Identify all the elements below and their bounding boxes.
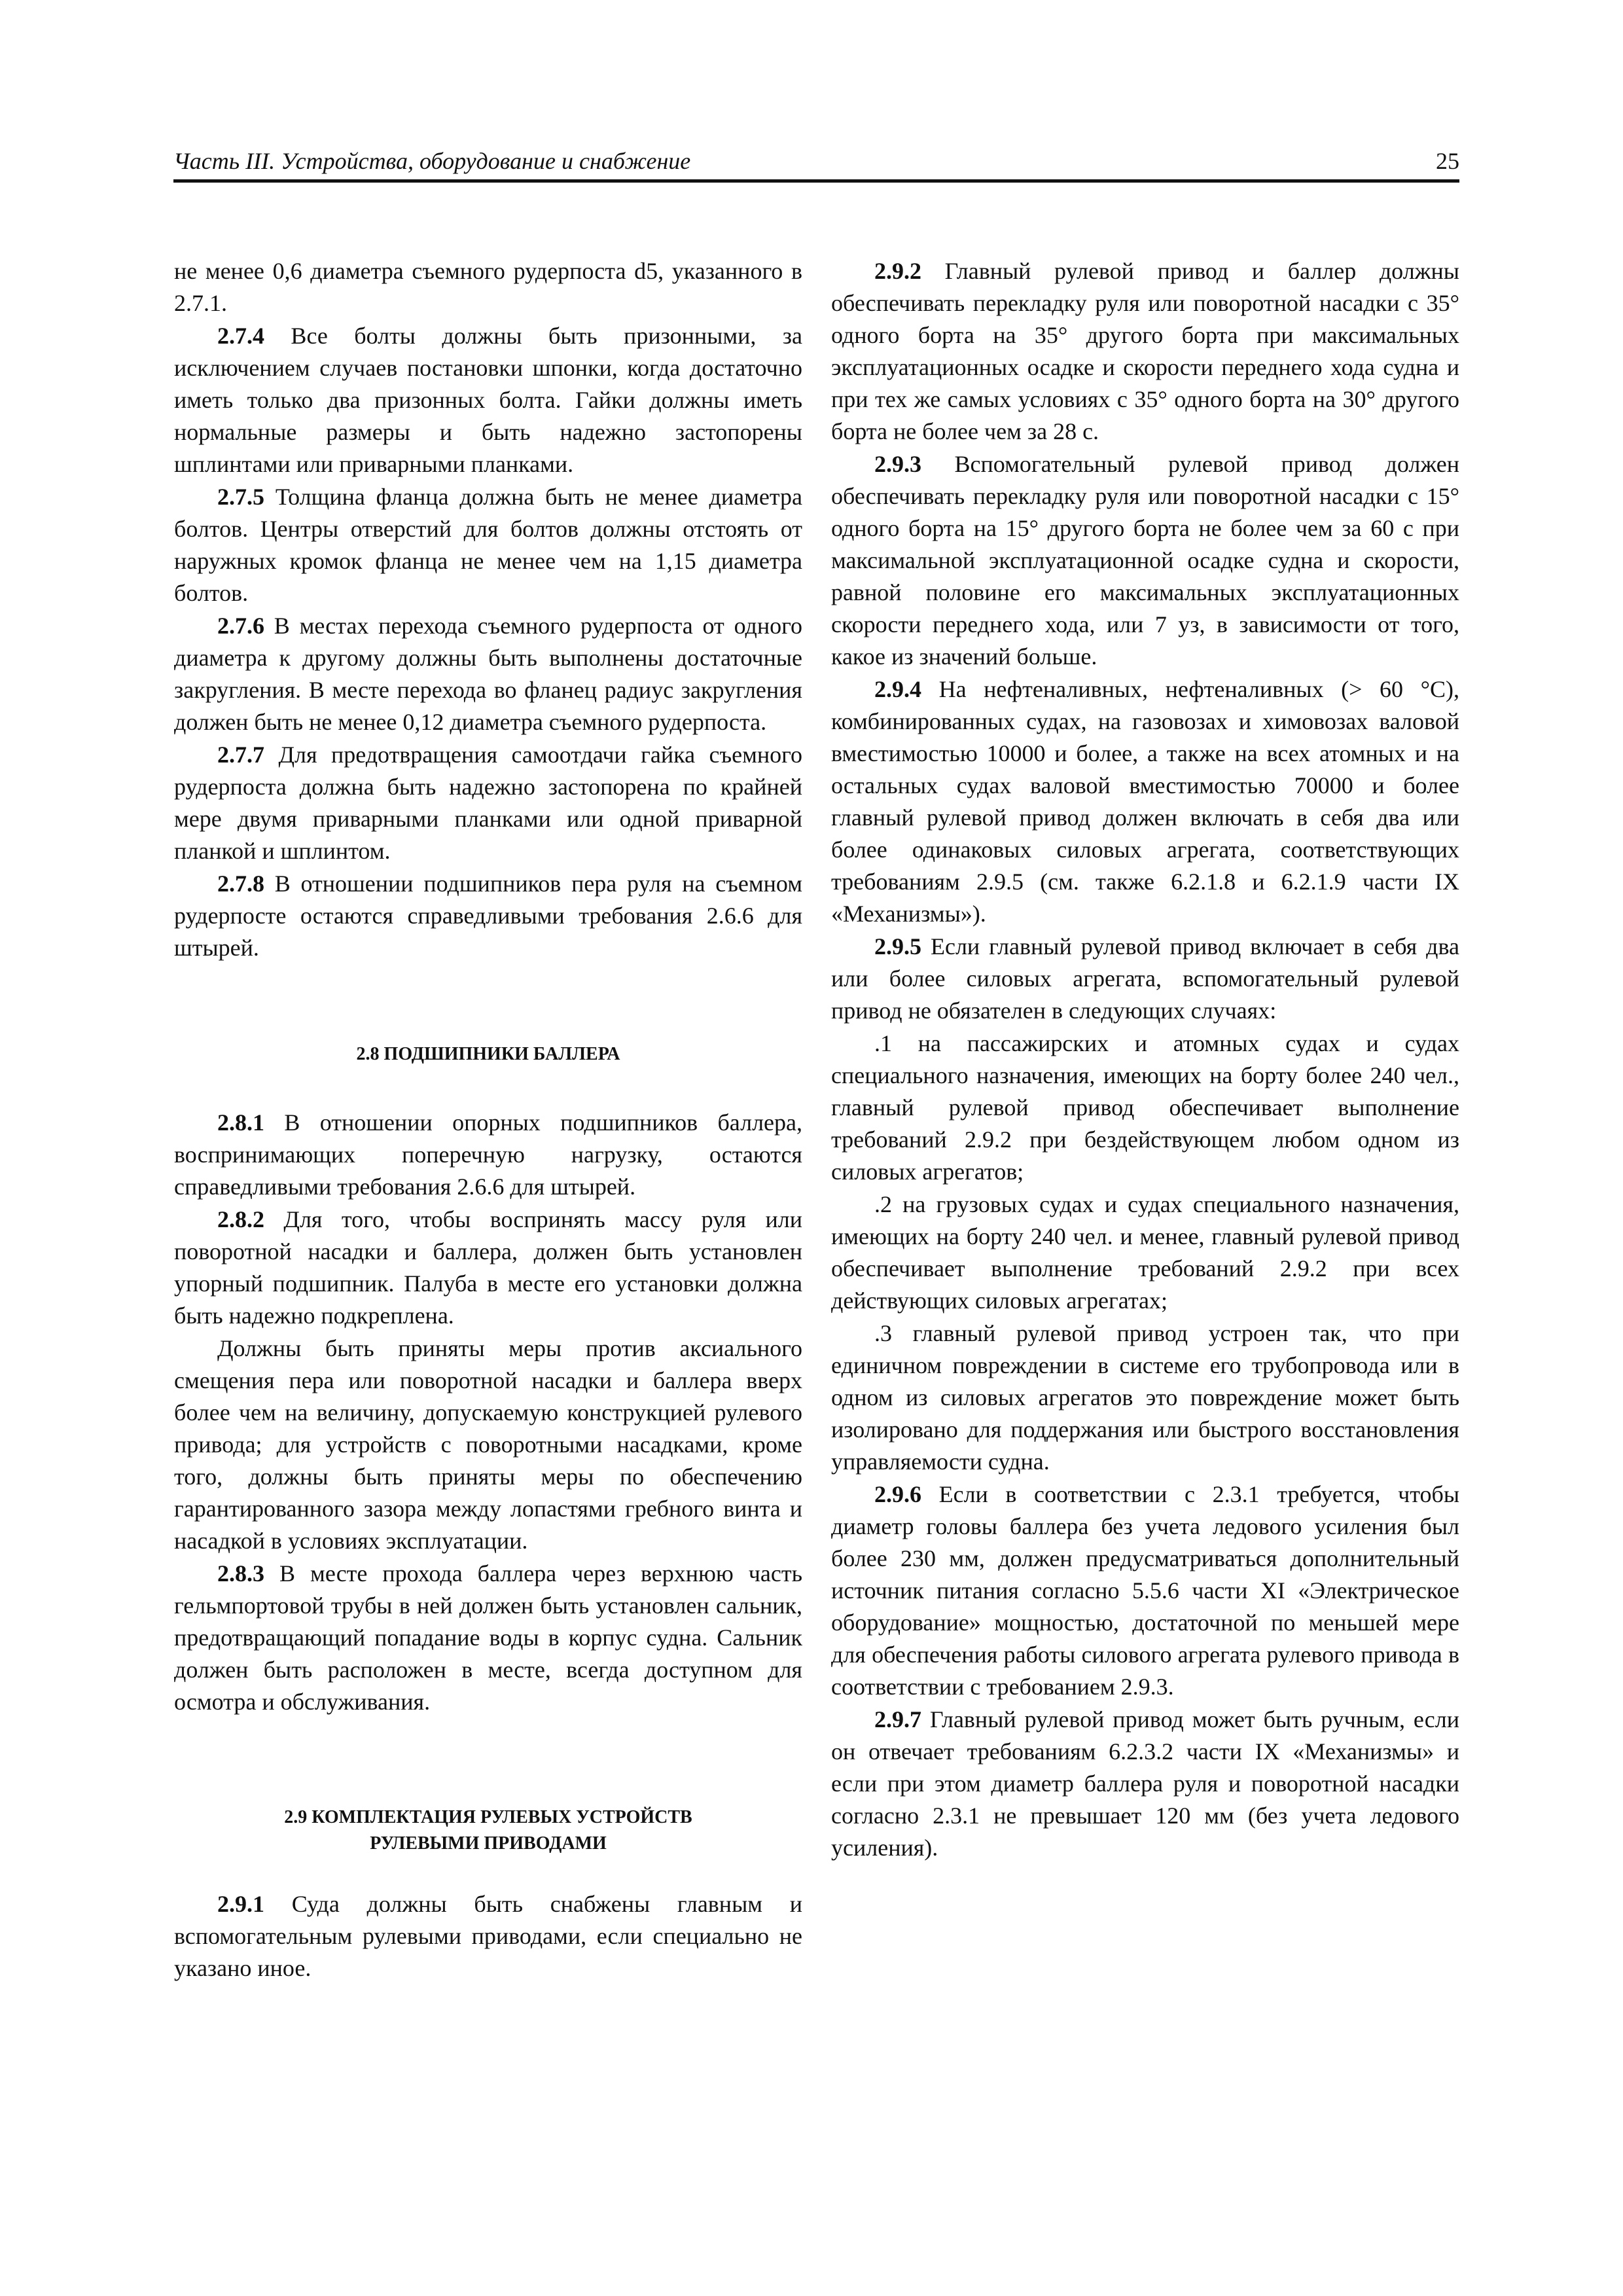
- page-header: [173, 145, 1459, 183]
- paragraph-2-9-1: [174, 1888, 802, 1984]
- clause-text: В отношении подшипников пера руля на съемном рудерпосте остаются справедливыми требования 2.6.6 для штырей.: [174, 870, 802, 961]
- paragraph-2-9-5: [831, 931, 1459, 1027]
- paragraph-2-9-7: [831, 1704, 1459, 1864]
- clause-number: 2.8.1: [217, 1109, 264, 1136]
- clause-number: 2.9.4: [874, 676, 921, 702]
- right-column: [831, 255, 1459, 1865]
- clause-text: Для предотвращения самоотдачи гайка съемного рудерпоста должна быть надежно застопорена по крайней мере двумя приварными планками или одной приварной планкой и шплинтом.: [174, 742, 802, 864]
- clause-text: Если в соответствии с 2.3.1 требуется, чтобы диаметр головы баллера без учета ледового усиления был более 230 мм, должен предусматриваться дополнительный источник питания согласно 5.5.6 части XI «Электрическое оборудование» мощностью, достаточной по меньшей мере для обеспечения работы силового агрегата рулевого привода в соответствии с требованием 2.9.3.: [831, 1481, 1459, 1700]
- clause-number: 2.9.5: [874, 933, 921, 960]
- clause-number: 2.9.3: [874, 451, 921, 477]
- paragraph-2-8-2: [174, 1204, 802, 1332]
- list-item-1: .1 на пассажирских и атомных судах и судах специального назначения, имеющих на борту более 240 чел., главный рулевой привод обеспечивает выполнение требований 2.9.2 при бездействующем любом одном из силовых агрегатов;: [831, 1030, 1459, 1185]
- clause-number: 2.7.4: [217, 323, 264, 349]
- section-heading-line-2: РУЛЕВЫМИ ПРИВОДАМИ: [370, 1833, 607, 1854]
- clause-number: 2.9.2: [874, 258, 921, 284]
- paragraph-2-7-6: [174, 610, 802, 738]
- paragraph-2-9-6: [831, 1479, 1459, 1703]
- clause-number: 2.9.1: [217, 1891, 264, 1917]
- paragraph-2-7-4: [174, 320, 802, 480]
- clause-number: 2.7.5: [217, 484, 264, 510]
- clause-text: Главный рулевой привод и баллер должны обеспечивать перекладку руля или поворотной насадки с 35° одного борта на 35° другого борта при максимальных эксплуатационных осадке и скорости переднего хода судна и при тех же самых условиях с 35° одного борта на 30° другого борта не более чем за 28 с.: [831, 258, 1459, 444]
- left-column: [174, 255, 802, 1985]
- section-heading-2-9: [174, 1804, 802, 1857]
- clause-number: 2.9.7: [874, 1706, 921, 1732]
- paragraph-2-7-5: [174, 481, 802, 609]
- section-heading-2-8: 2.8 ПОДШИПНИКИ БАЛЛЕРА: [356, 1044, 620, 1064]
- clause-text: Толщина фланца должна быть не менее диаметра болтов. Центры отверстий для болтов должны отстоять от наружных кромок фланца не менее чем на 1,15 диаметра болтов.: [174, 484, 802, 606]
- paragraph-2-7-7: [174, 739, 802, 867]
- clause-number: 2.7.8: [217, 870, 264, 897]
- clause-text: Все болты должны быть призонными, за исключением случаев постановки шпонки, когда достаточно иметь только два призонных болта. Гайки должны иметь нормальные размеры и быть надежно застопорены шплинтами или приварными планками.: [174, 323, 802, 477]
- header-title: Часть III. Устройства, оборудование и снабжение: [173, 148, 691, 174]
- clause-text: Вспомогательный рулевой привод должен обеспечивать перекладку руля или поворотной насадки с 15° одного борта на 15° другого борта не более чем за 60 с при максимальной эксплуатационной осадке судна и скорости, равной половине его максимальных эксплуатационных скорости переднего хода, или 7 уз, в зависимости от того, какое из значений больше.: [831, 451, 1459, 670]
- paragraph-2-8-2-cont: Должны быть приняты меры против аксиального смещения пера или поворотной насадки и баллера вверх более чем на величину, допускаемую конструкцией рулевого привода; для устройств с поворотными насадками, кроме того, должны быть приняты меры по обеспечению гарантированного зазора между лопастями гребного винта и насадкой в условиях эксплуатации.: [174, 1335, 802, 1554]
- list-item-3: .3 главный рулевой привод устроен так, что при единичном повреждении в системе его трубопровода или в одном из силовых агрегатов это повреждение может быть изолировано для поддержания или быстрого восстановления управляемости судна.: [831, 1320, 1459, 1475]
- paragraph-continued: не менее 0,6 диаметра съемного рудерпоста d5, указанного в 2.7.1.: [174, 258, 802, 316]
- clause-text: На нефтеналивных, нефтеналивных (> 60 °С), комбинированных судах, на газовозах и химовозах валовой вместимостью 10000 и более, а также на всех атомных и на остальных судах валовой вместимостью 70000 и более главный рулевой привод должен включать в себя два или более одинаковых силовых агрегата, соответствующих требованиям 2.9.5 (см. также 6.2.1.8 и 6.2.1.9 части IX «Механизмы»).: [831, 676, 1459, 927]
- clause-text: В месте прохода баллера через верхнюю часть гельмпортовой трубы в ней должен быть установлен сальник, предотвращающий попадание воды в корпус судна. Сальник должен быть расположен в месте, всегда доступном для осмотра и обслуживания.: [174, 1560, 802, 1715]
- clause-text: Главный рулевой привод может быть ручным, если он отвечает требованиям 6.2.3.2 части IX «Механизмы» и если при этом диаметр баллера руля и поворотной насадки согласно 2.3.1 не превышает 120 мм (без учета ледового усиления).: [831, 1706, 1459, 1861]
- clause-text: В местах перехода съемного рудерпоста от одного диаметра к другому должны быть выполнены достаточные закругления. В месте перехода во фланец радиус закругления должен быть не менее 0,12 диаметра съемного рудерпоста.: [174, 613, 802, 735]
- clause-text: Суда должны быть снабжены главным и вспомогательным рулевыми приводами, если специально не указано иное.: [174, 1891, 802, 1981]
- paragraph-2-9-3: [831, 448, 1459, 673]
- clause-number: 2.8.3: [217, 1560, 264, 1587]
- section-heading-line-1: 2.9 КОМПЛЕКТАЦИЯ РУЛЕВЫХ УСТРОЙСТВ: [284, 1807, 692, 1827]
- paragraph-2-9-2: [831, 255, 1459, 448]
- clause-number: 2.7.6: [217, 613, 264, 639]
- paragraph-2-8-1: [174, 1107, 802, 1203]
- paragraph-2-7-8: [174, 868, 802, 964]
- clause-number: 2.9.6: [874, 1481, 921, 1507]
- clause-number: 2.7.7: [217, 742, 264, 768]
- list-item-2: .2 на грузовых судах и судах специального назначения, имеющих на борту 240 чел. и менее, главный рулевой привод обеспечивает выполнение требований 2.9.2 при всех действующих силовых агрегатах;: [831, 1191, 1459, 1314]
- clause-text: Для того, чтобы воспринять массу руля или поворотной насадки и баллера, должен быть установлен упорный подшипник. Палуба в месте его установки должна быть надежно подкреплена.: [174, 1206, 802, 1329]
- paragraph-2-9-4: [831, 673, 1459, 930]
- paragraph-2-8-3: [174, 1558, 802, 1718]
- page-number: 25: [1436, 148, 1459, 174]
- clause-text: Если главный рулевой привод включает в себя два или более силовых агрегата, вспомогательный рулевой привод не обязателен в следующих случаях:: [831, 933, 1459, 1024]
- clause-number: 2.8.2: [217, 1206, 264, 1232]
- clause-text: В отношении опорных подшипников баллера, воспринимающих поперечную нагрузку, остаются справедливыми требования 2.6.6 для штырей.: [174, 1109, 802, 1200]
